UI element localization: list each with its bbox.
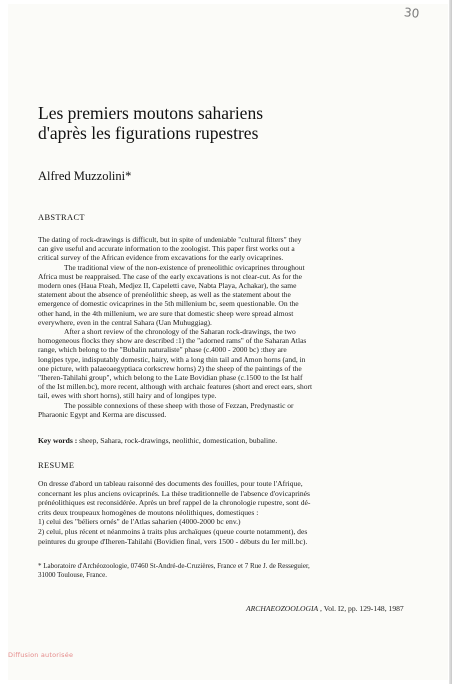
abstract-line: can give useful and accurate information to the zoologist. This paper first works out a — [38, 244, 295, 254]
journal-citation — [246, 604, 404, 613]
resume-line: 2) celui, plus récent et néanmoins à traits plus archaïques (queue courte notamment), des — [38, 526, 308, 536]
resume-paragraph — [38, 479, 411, 546]
resume-line: crits deux troupeaux homogènes de moutons néolithiques, domestiques : — [38, 507, 259, 517]
abstract-line: The possible connexions of these sheep with those of Fezzan, Predynastic or — [64, 400, 294, 410]
footnote-line-1: * Laboratoire d'Archéozoologie, 07460 St-André-de-Cruzières, France et 7 Rue J. de Resseguier, — [38, 562, 310, 570]
abstract-line: critical survey of the African evidence from excavations for the early ovicaprines. — [38, 253, 284, 263]
abstract-line: homogeneous flocks they show are described :1) the "adorned rams" of the Saharan Atlas — [38, 336, 307, 346]
footnote-line-2: 31000 Toulouse, France. — [38, 571, 107, 579]
resume-line: prénéolithiques est reconsidérée. Après un bref rappel de la chronologie rupestre, sont dé- — [38, 498, 311, 508]
abstract-line: everywhere, even in the central Sahara (Uan Muhuggiag). — [38, 317, 212, 327]
keywords-label: Key words : — [38, 436, 78, 445]
abstract-line: Africa must be reappraised. The case of the early excavations is not clear-cut. As for the — [38, 271, 302, 281]
author-name: Alfred Muzzolini* — [38, 169, 132, 183]
journal-name: ARCHAEOZOOLOGIA — [246, 604, 319, 613]
abstract-line: Pharaonic Egypt and Kerma are discussed. — [38, 409, 167, 419]
title-line-2: d'après les figurations rupestres — [38, 123, 259, 143]
resume-line: 1) celui des "béliers ornés" de l'Atlas saharien (4000-2000 bc env.) — [38, 517, 241, 527]
abstract-paragraph-3 — [38, 327, 411, 401]
abstract-heading: ABSTRACT — [38, 213, 85, 222]
distribution-watermark: Diffusion autorisée — [8, 651, 74, 659]
abstract-paragraph-2 — [38, 263, 411, 327]
abstract-line: After a short review of the chronology of the Saharan rock-drawings, the two — [64, 327, 296, 337]
keywords-text: sheep, Sahara, rock-drawings, neolithic, domestication, bubaline. — [77, 436, 278, 445]
abstract-line: tail, ewes with short horns), still hairy and of longipes type. — [38, 391, 217, 401]
article-title — [38, 103, 418, 143]
abstract-line: The dating of rock-drawings is difficult, but in spite of undeniable "cultural filters" they — [38, 235, 302, 244]
abstract-line: The traditional view of the non-existence of preneolithic ovicaprines throughout — [64, 262, 305, 272]
title-line-1: Les premiers moutons sahariens — [38, 103, 264, 123]
affiliation-footnote — [38, 562, 418, 580]
resume-heading: RESUME — [38, 461, 75, 470]
resume-line: On dresse d'abord un tableau raisonné des documents des fouilles, pour toute l'Afrique, — [38, 479, 303, 488]
abstract-body — [38, 235, 411, 419]
abstract-paragraph-4 — [38, 401, 411, 419]
abstract-line: of the Ist millen.bc), more recent, although with archaic features (short and erect ears, short — [38, 382, 313, 392]
abstract-line: statement about the absence of prenéolithic sheep, as well as the statement about the — [38, 290, 291, 300]
abstract-line: modern ones (Haua Fteah, Medjez II, Capeletti cave, Nabta Playa, Achakar), the same — [38, 281, 297, 291]
abstract-line: range, which belong to the "Bubalin naturaliste" phase (c.4000 - 2000 bc) :they are — [38, 345, 287, 355]
resume-line: peintures du groupe d'Iheren-Tahilahi (Bovidien final, vers 1500 - débuts du Ier mill.bc). — [38, 536, 308, 546]
abstract-line: "Iheren-Tahilahi group", which belong to the Late Bovidian phase (c.1500 to the Ist half — [38, 373, 303, 383]
abstract-line: longipes type, indisputably domestic, hairy, with a long thin tail and Amon horns (and, in — [38, 354, 306, 364]
citation-details: , Vol. I2, pp. 129-148, 1987 — [318, 604, 404, 613]
resume-body — [38, 479, 411, 546]
keywords-line — [38, 436, 411, 445]
abstract-line: other hand, in the 4th millenium, we are sure that domestic sheep were spread almost — [38, 308, 294, 318]
abstract-line: one picture, with palaeoaegyptiaca corkscrew horns) 2) the sheep of the paintings of the — [38, 363, 302, 373]
resume-line: concernant les plus anciens ovicaprinés. La thèse traditionnelle de l'absence d'ovicaprinés — [38, 488, 310, 498]
handwritten-page-number: 30 — [403, 5, 420, 21]
abstract-paragraph-1 — [38, 235, 411, 263]
abstract-line: emergence of domestic ovicaprines in the 5th millenium bc, seem questionable. On the — [38, 299, 299, 309]
